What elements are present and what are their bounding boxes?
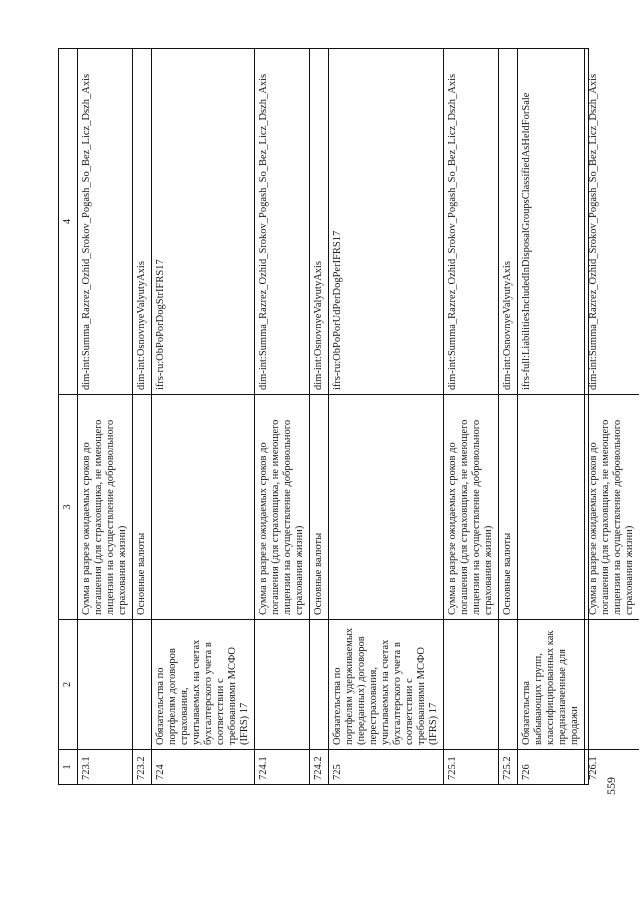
cell-desc: Сумма в разрезе ожидаемых сроков до погашения (для страховщика, не имеющего лицензии на осуществление добровольного страхования жизни) xyxy=(255,394,310,619)
cell-code: dim-int:Summa_Razrez_Ozhid_Srokov_Pogash_So_Bez_Licz_Dszh_Axis xyxy=(78,49,133,394)
cell-code: dim-int:Summa_Razrez_Ozhid_Srokov_Pogash_So_Bez_Licz_Dszh_Axis xyxy=(444,49,499,394)
cell-desc xyxy=(152,394,255,619)
cell-code: ifrs-ru:ObPoPorDogStrIFRS17 xyxy=(152,49,255,394)
cell-code: dim-int:OsnovnyeValyutyAxis xyxy=(499,49,518,394)
cell-name xyxy=(255,619,310,749)
cell-code: ifrs-ru:ObPoPorUdPerDogPerIFRS17 xyxy=(329,49,444,394)
data-table xyxy=(58,48,635,785)
cell-desc xyxy=(518,394,585,619)
cell-id: 723.1 xyxy=(78,749,133,784)
cell-name: Обязательства по портфелям удерживаемых (переданных) договоров перестрахования, учитываемых на счетах бухгалтерского учета в соответствии с требованиями МСФО (IFRS) 17 xyxy=(329,619,444,749)
header-col-3: 3 xyxy=(59,394,78,619)
cell-name: Обязательства выбывающих групп, классифицированных как предназначенные для продажи xyxy=(518,619,585,749)
cell-name xyxy=(310,619,329,749)
cell-name xyxy=(78,619,133,749)
cell-id: 723.2 xyxy=(133,749,152,784)
cell-desc: Основные валюты xyxy=(133,394,152,619)
cell-code: ifrs-full:LiabilitiesIncludedInDisposalGroupsClassifiedAsHeldForSale xyxy=(518,49,585,394)
page-number: 559 xyxy=(604,777,618,795)
cell-code: dim-int:OsnovnyeValyutyAxis xyxy=(133,49,152,394)
cell-id: 725.1 xyxy=(444,749,499,784)
cell-code: dim-int:Summa_Razrez_Ozhid_Srokov_Pogash_So_Bez_Licz_Dszh_Axis xyxy=(588,73,599,390)
cell-code: dim-int:Summa_Razrez_Ozhid_Srokov_Pogash_So_Bez_Licz_Dszh_Axis xyxy=(255,49,310,394)
cell-name xyxy=(444,619,499,749)
cell-code: dim-int:OsnovnyeValyutyAxis xyxy=(310,49,329,394)
cell-name xyxy=(585,619,639,749)
cell-id: 725.2 xyxy=(499,749,518,784)
header-col-1: 1 xyxy=(59,749,78,784)
cell-id: 726.1 xyxy=(585,749,639,784)
cell-desc: Основные валюты xyxy=(499,394,518,619)
cell-id: 726 xyxy=(518,749,585,784)
cell-name xyxy=(499,619,518,749)
cell-id: 724.1 xyxy=(255,749,310,784)
cell-desc xyxy=(329,394,444,619)
cell-desc: Сумма в разрезе ожидаемых сроков до погашения (для страховщика, не имеющего лицензии на осуществление добровольного страхования жизни) xyxy=(585,394,639,619)
cell-desc: Основные валюты xyxy=(310,394,329,619)
cell-name xyxy=(133,619,152,749)
header-col-2: 2 xyxy=(59,619,78,749)
cell-id: 724.2 xyxy=(310,749,329,784)
cell-desc: Сумма в разрезе ожидаемых сроков до погашения (для страховщика, не имеющего лицензии на осуществление добровольного страхования жизни) xyxy=(444,394,499,619)
cell-name: Обязательства по портфелям договоров страхования, учитываемых на счетах бухгалтерского учета в соответствии с требованиями МСФО (IFRS) 17 xyxy=(152,619,255,749)
cell-id: 725 xyxy=(329,749,444,784)
header-col-4: 4 xyxy=(59,49,78,394)
cell-desc: Сумма в разрезе ожидаемых сроков до погашения (для страховщика, не имеющего лицензии на осуществление добровольного страхования жизни) xyxy=(78,394,133,619)
cell-id: 724 xyxy=(152,749,255,784)
